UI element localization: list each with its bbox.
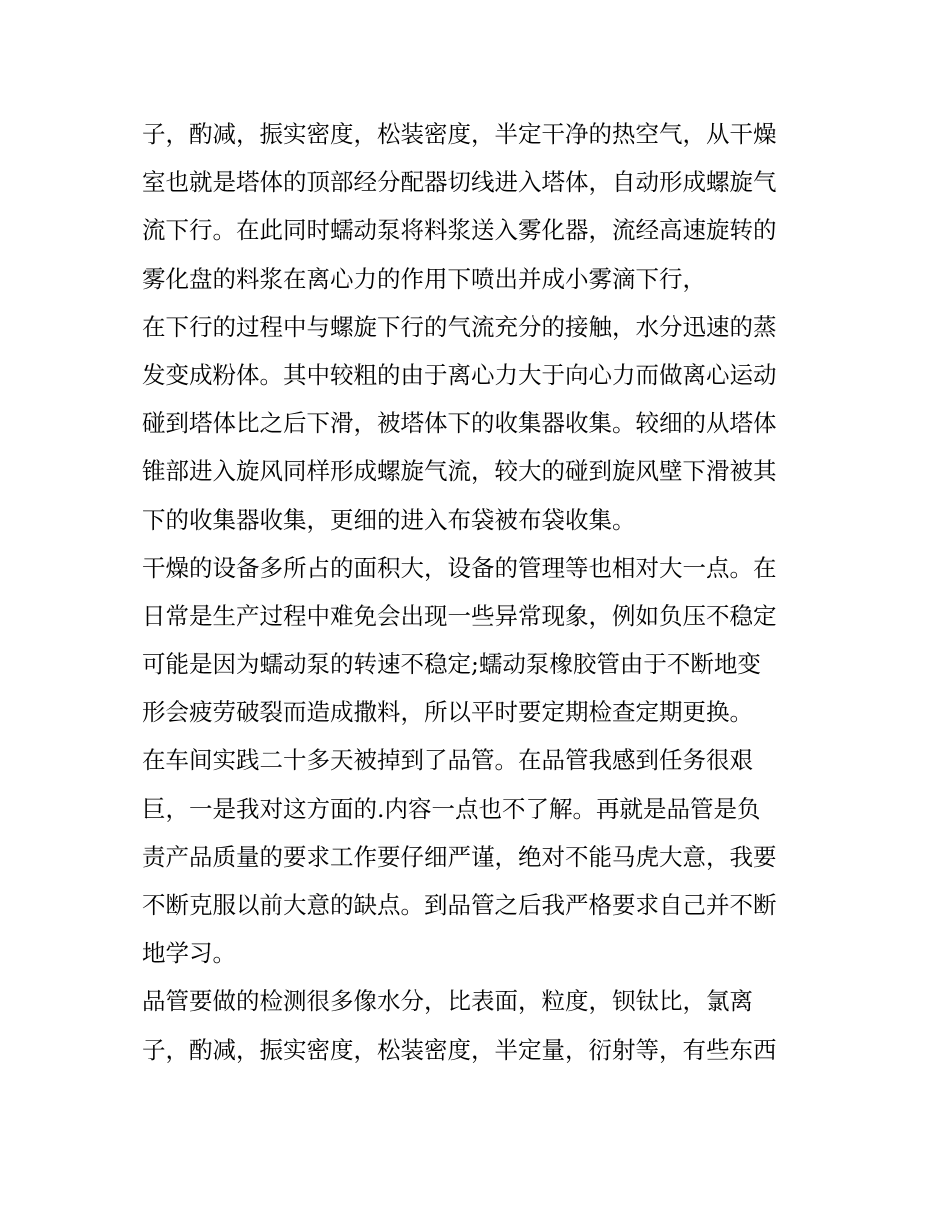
text-line: 巨，一是我对这方面的.内容一点也不了解。再就是品管是负: [142, 794, 761, 823]
paragraph-2: [142, 303, 822, 544]
text-line: 地学习。: [142, 939, 236, 968]
text-line: 碰到塔体比之后下滑，被塔体下的收集器收集。较细的从塔体: [142, 409, 777, 438]
text-line: 雾化盘的料浆在离心力的作用下喷出并成小雾滴下行，: [142, 264, 706, 293]
text-line: 可能是因为蠕动泵的转速不稳定;蠕动泵橡胶管由于不断地变: [142, 650, 761, 679]
text-line: 责产品质量的要求工作要仔细严谨，绝对不能马虎大意，我要: [142, 842, 777, 871]
paragraph-3: [142, 544, 822, 737]
text-line: 发变成粉体。其中较粗的由于离心力大于向心力而做离心运动: [142, 360, 777, 389]
text-line: 室也就是塔体的顶部经分配器切线进入塔体，自动形成螺旋气: [142, 168, 777, 197]
paragraph-5: [142, 977, 822, 1073]
text-line: 在车间实践二十多天被掉到了品管。在品管我感到任务很艰: [142, 746, 753, 775]
text-line: 子，酌减，振实密度，松装密度，半定干净的热空气，从干燥: [142, 120, 777, 148]
paragraph-1: [142, 110, 822, 303]
text-line: 流下行。在此同时蠕动泵将料浆送入雾化器，流经高速旋转的: [142, 216, 777, 245]
text-line: 锥部进入旋风同样形成螺旋气流，较大的碰到旋风壁下滑被其: [142, 457, 777, 486]
paragraph-4: [142, 736, 822, 977]
text-line: 不断克服以前大意的缺点。到品管之后我严格要求自己并不断: [142, 891, 777, 919]
text-line: 品管要做的检测很多像水分，比表面，粒度，钡钛比，氯离: [142, 987, 753, 1016]
text-line: 在下行的过程中与螺旋下行的气流充分的接触，水分迅速的蒸: [142, 312, 777, 341]
text-line: 干燥的设备多所占的面积大，设备的管理等也相对大一点。在: [142, 553, 777, 582]
body-text: [142, 110, 822, 1074]
text-line: 子，酌减，振实密度，松装密度，半定量，衍射等，有些东西: [142, 1035, 777, 1064]
text-line: 形会疲劳破裂而造成撒料，所以平时要定期检查定期更换。: [142, 698, 753, 727]
text-line: 日常是生产过程中难免会出现一些异常现象，例如负压不稳定: [142, 601, 777, 630]
text-line: 下的收集器收集，更细的进入布袋被布袋收集。: [142, 505, 636, 534]
